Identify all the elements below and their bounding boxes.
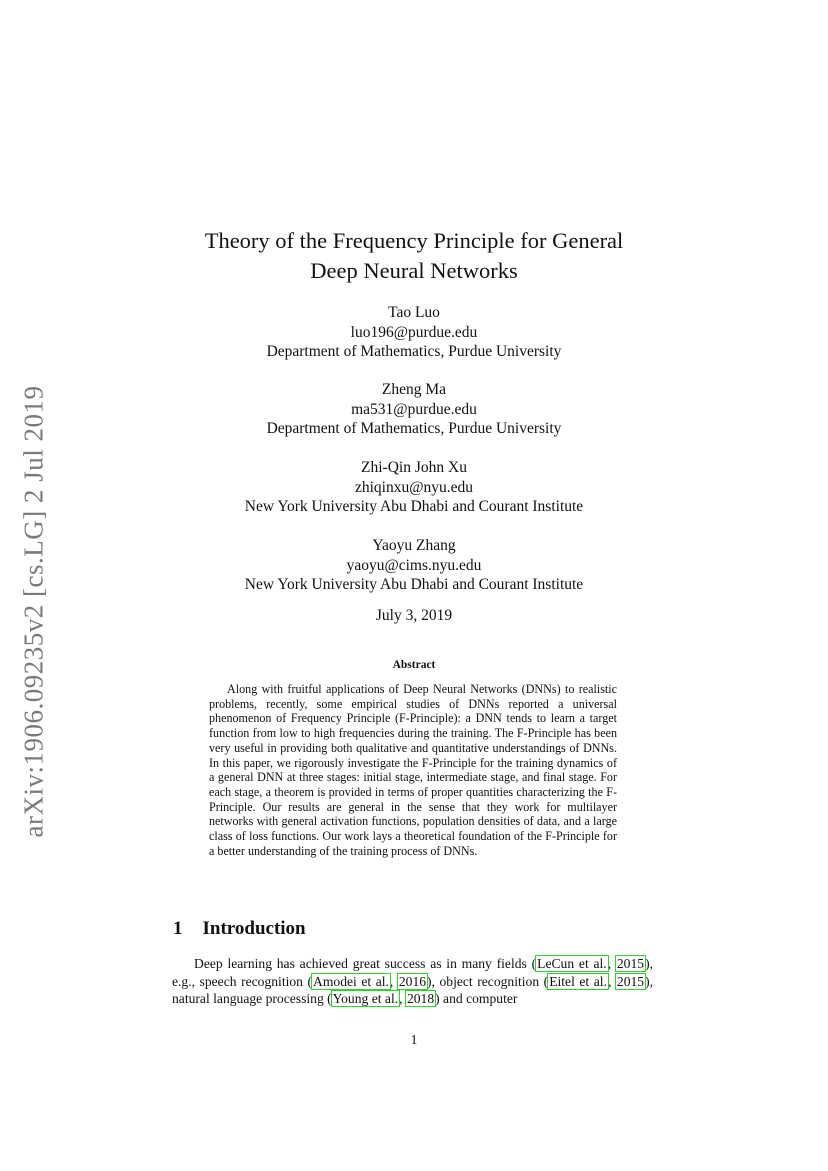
paper-date: July 3, 2019 bbox=[375, 607, 453, 624]
title-line-1: Theory of the Frequency Principle for General bbox=[204, 228, 624, 253]
intro-text: ), natural language processing ( bbox=[172, 973, 654, 1006]
author-affiliation: Department of Mathematics, Purdue University bbox=[266, 343, 562, 361]
intro-text: ), object recognition ( bbox=[427, 973, 549, 989]
citation-link-eitel[interactable]: Eitel et al. bbox=[549, 973, 607, 989]
author-affiliation: New York University Abu Dhabi and Courant Institute bbox=[244, 576, 584, 594]
author-email: zhiqinxu@nyu.edu bbox=[354, 478, 474, 496]
intro-text: , bbox=[607, 956, 616, 971]
intro-text: , bbox=[389, 973, 398, 989]
author-block-1 bbox=[150, 303, 678, 362]
page-number: 1 bbox=[410, 1032, 418, 1047]
author-name: Zheng Ma bbox=[381, 381, 447, 398]
citation-link-young[interactable]: Young et al. bbox=[332, 991, 399, 1006]
paper-title bbox=[150, 226, 678, 286]
author-name: Tao Luo bbox=[388, 304, 440, 321]
arxiv-identifier-text: arXiv:1906.09235v2 [cs.LG] 2 Jul 2019 bbox=[18, 385, 49, 837]
abstract-heading: Abstract bbox=[392, 659, 436, 671]
citation-year-link-lecun[interactable]: 2015 bbox=[616, 956, 645, 971]
introduction-paragraph bbox=[172, 955, 653, 1008]
author-name: Yaoyu Zhang bbox=[372, 537, 456, 554]
section-title: Introduction bbox=[202, 918, 306, 939]
intro-text: , bbox=[399, 991, 406, 1006]
title-line-2: Deep Neural Networks bbox=[310, 258, 518, 283]
author-block-2 bbox=[150, 380, 678, 439]
author-block-4 bbox=[150, 536, 678, 595]
citation-year-link-eitel[interactable]: 2015 bbox=[616, 973, 645, 989]
author-email: luo196@purdue.edu bbox=[350, 323, 478, 341]
author-affiliation: Department of Mathematics, Purdue University bbox=[266, 420, 562, 438]
citation-year-link-young[interactable]: 2018 bbox=[406, 991, 435, 1006]
section-number: 1 bbox=[173, 918, 183, 939]
section-heading bbox=[173, 918, 306, 940]
author-email: ma531@purdue.edu bbox=[351, 400, 477, 418]
author-affiliation: New York University Abu Dhabi and Courant Institute bbox=[244, 498, 584, 516]
citation-link-lecun[interactable]: LeCun et al. bbox=[537, 956, 607, 971]
citation-link-amodei[interactable]: Amodei et al. bbox=[313, 973, 389, 989]
author-block-3 bbox=[150, 458, 678, 517]
intro-text: Deep learning has achieved great success as in many fields ( bbox=[194, 956, 537, 971]
citation-year-link-amodei[interactable]: 2016 bbox=[398, 973, 427, 989]
abstract-text: Along with fruitful applications of Deep Neural Networks (DNNs) to realistic problems, recently, some empirical studies of DNNs reported a universal phenomenon of Frequency Principle (F-Principle): a DNN tends to learn a target function from low to high frequencies during the training. The F-Principle has been very useful in providing both qualitative and quantitative understandings of DNNs. In this paper, we rigorously investigate the F-Principle for the training dynamics of a general DNN at three stages: initial stage, intermediate stage, and final stage. For each stage, a theorem is provided in terms of proper quantities characterizing the F-Principle. Our results are general in the sense that they work for multilayer networks with general activation functions, population densities of data, and a large class of loss functions. Our work lays a theoretical foundation of the F-Principle for a better understanding of the training process of DNNs. bbox=[209, 682, 617, 858]
intro-text: , bbox=[607, 973, 616, 989]
arxiv-identifier-stamp bbox=[12, 380, 56, 842]
intro-text: ) and computer bbox=[435, 991, 518, 1006]
author-name: Zhi-Qin John Xu bbox=[361, 459, 467, 476]
author-email: yaoyu@cims.nyu.edu bbox=[346, 556, 482, 574]
intro-text: ), e.g., speech recognition ( bbox=[172, 956, 653, 989]
